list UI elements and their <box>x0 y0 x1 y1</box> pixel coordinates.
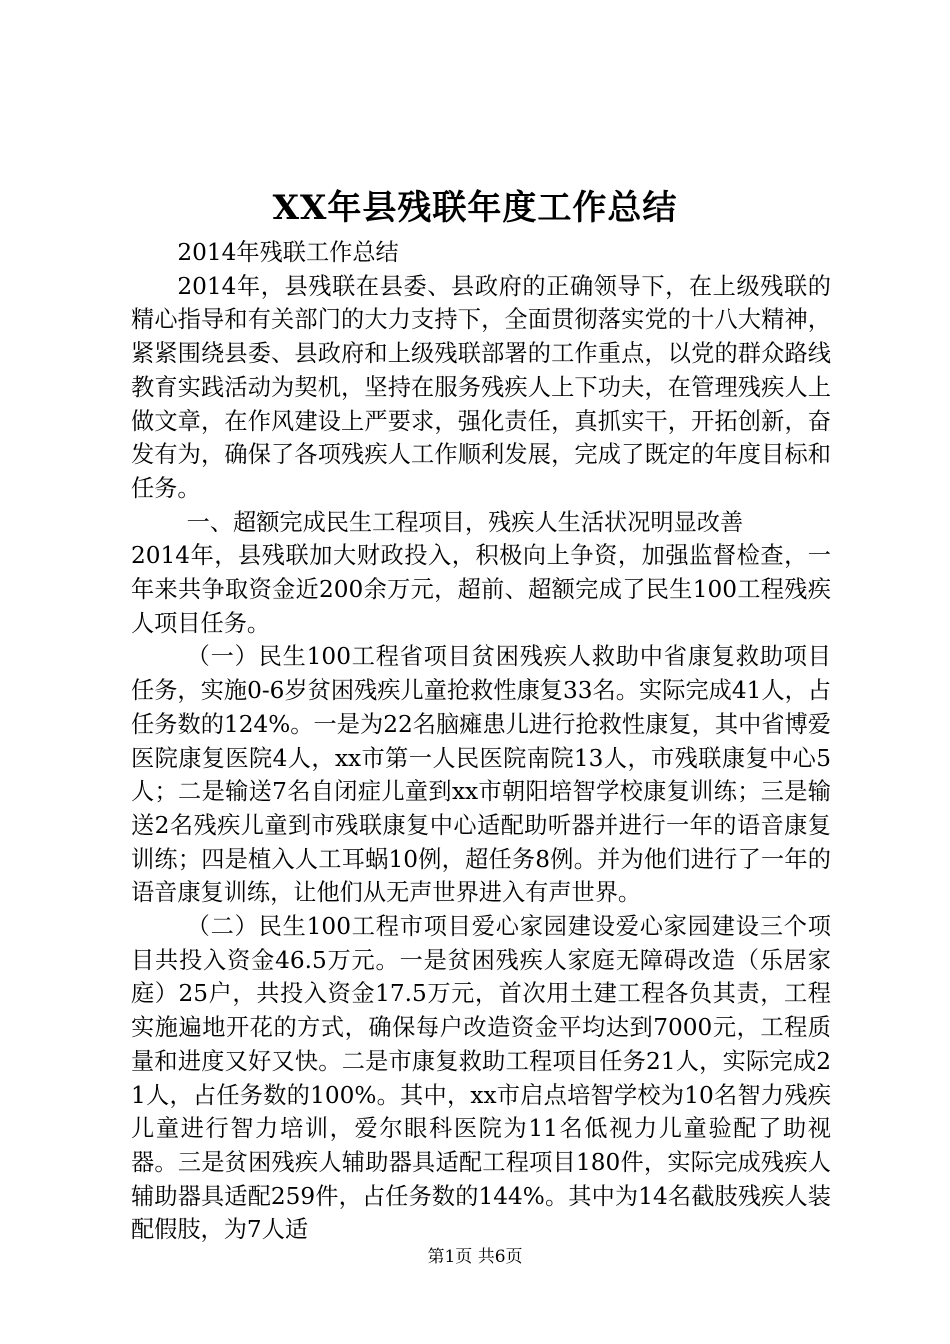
document-body <box>131 236 831 1247</box>
paragraph-section-1: 2014年，县残联加大财政投入，积极向上争资，加强监督检查，一年来共争取资金近200余万元，超前、超额完成了民生100工程残疾人项目任务。 <box>131 542 831 637</box>
page-number-footer: 第1页 共6页 <box>427 1247 523 1267</box>
paragraph-item-1: （一）民生100工程省项目贫困残疾人救助中省康复救助项目任务，实施0-6岁贫困残疾儿童抢救性康复33名。实际完成41人，占任务数的124%。一是为22名脑瘫患儿进行抢救性康复，其中省博爱医院康复医院4人，xx市第一人民医院南院13人，市残联康复中心5人；二是输送7名自闭症儿童到xx市朝阳培智学校康复训练；三是输送2名残疾儿童到市残联康复中心适配助听器并进行一年的语音康复训练；四是植入人工耳蜗10例，超任务8例。并为他们进行了一年的语音康复训练，让他们从无声世界进入有声世界。 <box>131 643 831 907</box>
paragraph-intro: 2014年，县残联在县委、县政府的正确领导下，在上级残联的精心指导和有关部门的大力支持下，全面贯彻落实党的十八大精神，紧紧围绕县委、县政府和上级残联部署的工作重点，以党的群众路线教育实践活动为契机，坚持在服务残疾人上下功夫，在管理残疾人上做文章，在作风建设上严要求，强化责任，真抓实干，开拓创新，奋发有为，确保了各项残疾人工作顺利发展，完成了既定的年度目标和任务。 <box>131 272 831 502</box>
document-subtitle: 2014年残联工作总结 <box>177 239 399 266</box>
document-title: XX年县残联年度工作总结 <box>272 188 678 228</box>
paragraph-item-2: （二）民生100工程市项目爱心家园建设爱心家园建设三个项目共投入资金46.5万元。一是贫困残疾人家庭无障碍改造（乐居家庭）25户，共投入资金17.5万元，首次用土建工程各负其责，工程实施遍地开花的方式，确保每户改造资金平均达到7000元，工程质量和进度又好又快。二是市康复救助工程项目任务21人，实际完成21人，占任务数的100%。其中，xx市启点培智学校为10名智力残疾儿童进行智力培训，爱尔眼科医院为11名低视力儿童验配了助视器。三是贫困残疾人辅助器具适配工程项目180件，实际完成残疾人辅助器具适配259件，占任务数的144%。其中为14名截肢残疾人装配假肢，为7人适 <box>131 913 831 1244</box>
section-heading-1: 一、超额完成民生工程项目，残疾人生活状况明显改善 <box>186 508 744 536</box>
